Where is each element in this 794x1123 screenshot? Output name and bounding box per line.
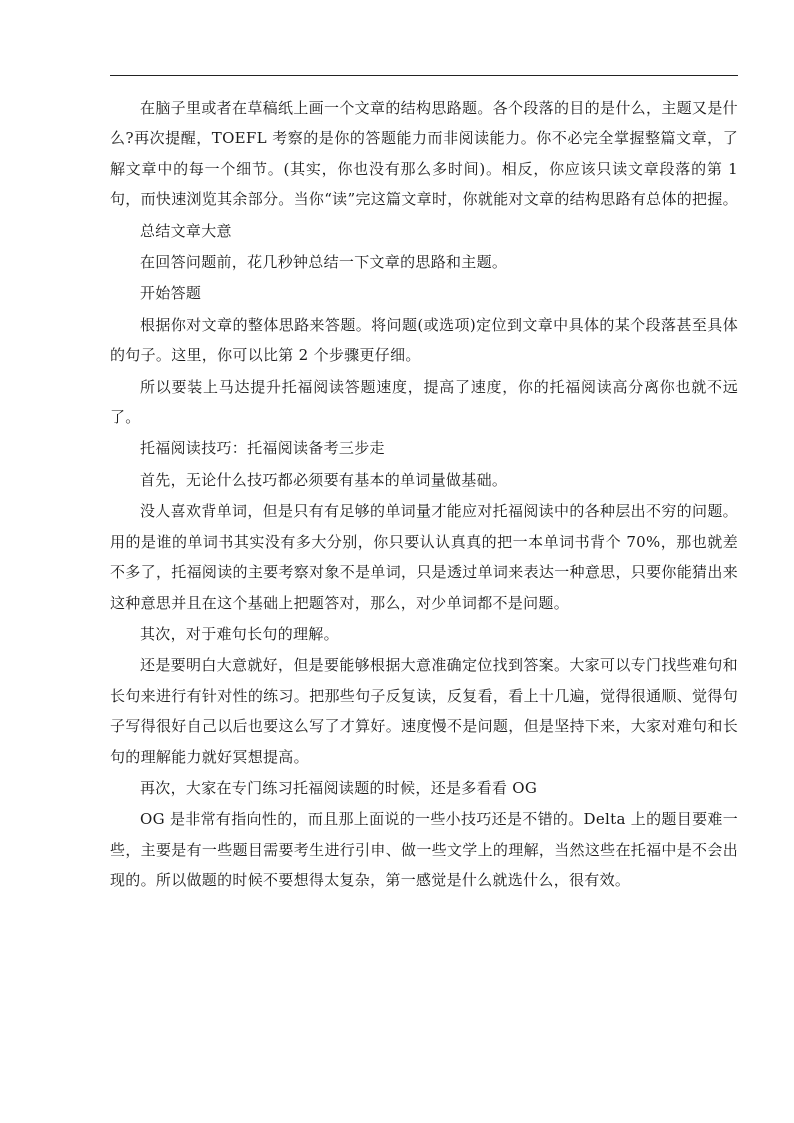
paragraph-summarize: 在回答问题前，花几秒钟总结一下文章的思路和主题。 bbox=[140, 253, 508, 272]
paragraph-structure-outline: 在脑子里或者在草稿纸上画一个文章的结构思路题。各个段落的目的是什么，主题又是什么?再次提醒，TOEFL 考察的是你的答题能力而非阅读能力。你不必完全掌握整篇文章，了解文章中的每一个细节。(其实，你也没有那么多时间)。相反，你应该只读文章段落的第 1 句，而快速浏览其余部分。当你“读”完这篇文章时，你就能对文章的结构思路有总体的把握。 bbox=[110, 99, 738, 209]
paragraph-step-one: 首先，无论什么技巧都必须要有基本的单词量做基础。 bbox=[140, 470, 508, 489]
heading-three-steps: 托福阅读技巧：托福阅读备考三步走 bbox=[140, 439, 385, 458]
paragraph-long-sentences: 还是要明白大意就好，但是要能够根据大意准确定位找到答案。大家可以专门找些难句和长句来进行有针对性的练习。把那些句子反复读，反复看，看上十几遍，觉得很通顺、觉得句子写得很好自己以后也要这么写了才算好。速度慢不是问题，但是坚持下来，大家对难句和长句的理解能力就好冥想提高。 bbox=[110, 656, 738, 766]
paragraph-step-three: 再次，大家在专门练习托福阅读题的时候，还是多看看 OG bbox=[140, 778, 538, 797]
paragraph-og-tips: OG 是非常有指向性的，而且那上面说的一些小技巧还是不错的。Delta 上的题目要难一些，主要是有一些题目需要考生进行引申、做一些文学上的理解，当然这些在托福中是不会出现的。所以做题的时候不要想得太复杂，第一感觉是什么就选什么，很有效。 bbox=[110, 810, 738, 890]
heading-start-answering: 开始答题 bbox=[140, 284, 202, 303]
paragraph-step-two: 其次，对于难句长句的理解。 bbox=[140, 624, 339, 643]
header-rule bbox=[110, 75, 738, 76]
document-body bbox=[110, 93, 738, 897]
paragraph-answering: 根据你对文章的整体思路来答题。将问题(或选项)定位到文章中具体的某个段落甚至具体的句子。这里，你可以比第 2 个步骤更仔细。 bbox=[110, 315, 738, 365]
heading-summarize-main-idea: 总结文章大意 bbox=[140, 221, 232, 240]
paragraph-speed: 所以要装上马达提升托福阅读答题速度，提高了速度，你的托福阅读高分离你也就不远了。 bbox=[110, 377, 738, 427]
paragraph-vocabulary: 没人喜欢背单词，但是只有有足够的单词量才能应对托福阅读中的各种层出不穷的问题。用的是谁的单词书其实没有多大分别，你只要认认真真的把一本单词书背个 70%，那也就差不多了，托福阅读的主要考察对象不是单词，只是透过单词来表达一种意思，只要你能猜出来这种意思并且在这个基础上把题答对，那么，对少单词都不是问题。 bbox=[110, 502, 738, 612]
